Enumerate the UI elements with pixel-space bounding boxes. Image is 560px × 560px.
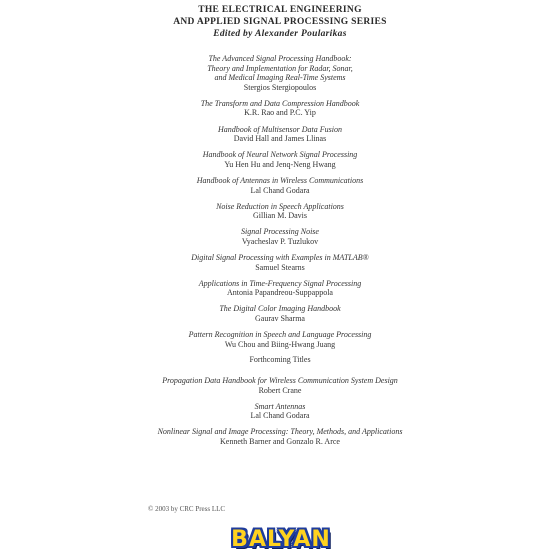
book-title: and Medical Imaging Real-Time Systems [214, 73, 346, 83]
book-title: Applications in Time-Frequency Signal Processing [198, 278, 362, 288]
book-authors: Kenneth Barner and Gonzalo R. Arce [220, 436, 340, 446]
book-authors: David Hall and James Llinas [233, 134, 327, 144]
forthcoming-entry [0, 427, 560, 446]
book-title: Smart Antennas [254, 401, 306, 411]
book-title: Theory and Implementation for Radar, Sonar, [207, 63, 353, 73]
book-authors: Antonia Papandreou-Suppappola [227, 288, 333, 298]
forthcoming-heading: Forthcoming Titles [249, 355, 311, 364]
book-authors: Samuel Stearns [255, 262, 305, 272]
forthcoming-entry [0, 376, 560, 395]
book-entry [0, 202, 560, 221]
forthcoming-entry [0, 402, 560, 421]
book-authors: Gaurav Sharma [255, 313, 305, 323]
book-entry [0, 125, 560, 144]
book-title: Digital Signal Processing with Examples in MATLAB® [191, 253, 369, 262]
book-entry [0, 150, 560, 169]
book-entry [0, 54, 560, 92]
book-title: The Digital Color Imaging Handbook [219, 304, 341, 314]
book-title: Signal Processing Noise [241, 227, 319, 237]
series-title-line-2: AND APPLIED SIGNAL PROCESSING SERIES [173, 17, 387, 27]
book-title: Pattern Recognition in Speech and Language Processing [188, 330, 372, 340]
book-title: Handbook of Neural Network Signal Processing [202, 150, 358, 160]
book-entry [0, 176, 560, 195]
book-authors: Yu Hen Hu and Jenq-Neng Hwang [224, 159, 336, 169]
series-title-line-1: THE ELECTRICAL ENGINEERING [198, 5, 362, 15]
book-title: The Transform and Data Compression Handbook [200, 98, 360, 108]
book-title: Noise Reduction in Speech Applications [216, 201, 344, 211]
book-title: The Advanced Signal Processing Handbook: [208, 54, 352, 63]
book-authors: Wu Chou and Biing-Hwang Juang [224, 339, 336, 349]
book-authors: Stergios Stergiopoulos [243, 82, 317, 92]
book-title: Handbook of Antennas in Wireless Communications [196, 175, 364, 185]
book-title: Nonlinear Signal and Image Processing: Theory, Methods, and Applications [157, 427, 403, 437]
series-header [0, 4, 560, 40]
book-title: Handbook of Multisensor Data Fusion [218, 124, 342, 134]
watermark-logo: BALYAN [231, 527, 331, 552]
book-entry [0, 304, 560, 323]
copyright-notice: © 2003 by CRC Press LLC [148, 505, 226, 513]
forthcoming-list [0, 376, 560, 453]
book-entry [0, 330, 560, 349]
book-entry [0, 279, 560, 298]
book-entry [0, 99, 560, 118]
book-authors: Gillian M. Davis [253, 211, 307, 221]
book-authors: Robert Crane [258, 385, 302, 395]
book-authors: Lal Chand Godara [250, 411, 310, 421]
book-authors: Lal Chand Godara [250, 185, 310, 195]
book-entry [0, 227, 560, 246]
book-authors: Vyacheslav P. Tuzlukov [241, 236, 319, 246]
book-authors: K.R. Rao and P.C. Yip [244, 108, 316, 118]
book-list [0, 54, 560, 356]
book-entry [0, 253, 560, 272]
series-editor: Edited by Alexander Poularikas [213, 29, 347, 39]
book-title: Propagation Data Handbook for Wireless Communication System Design [162, 376, 398, 385]
